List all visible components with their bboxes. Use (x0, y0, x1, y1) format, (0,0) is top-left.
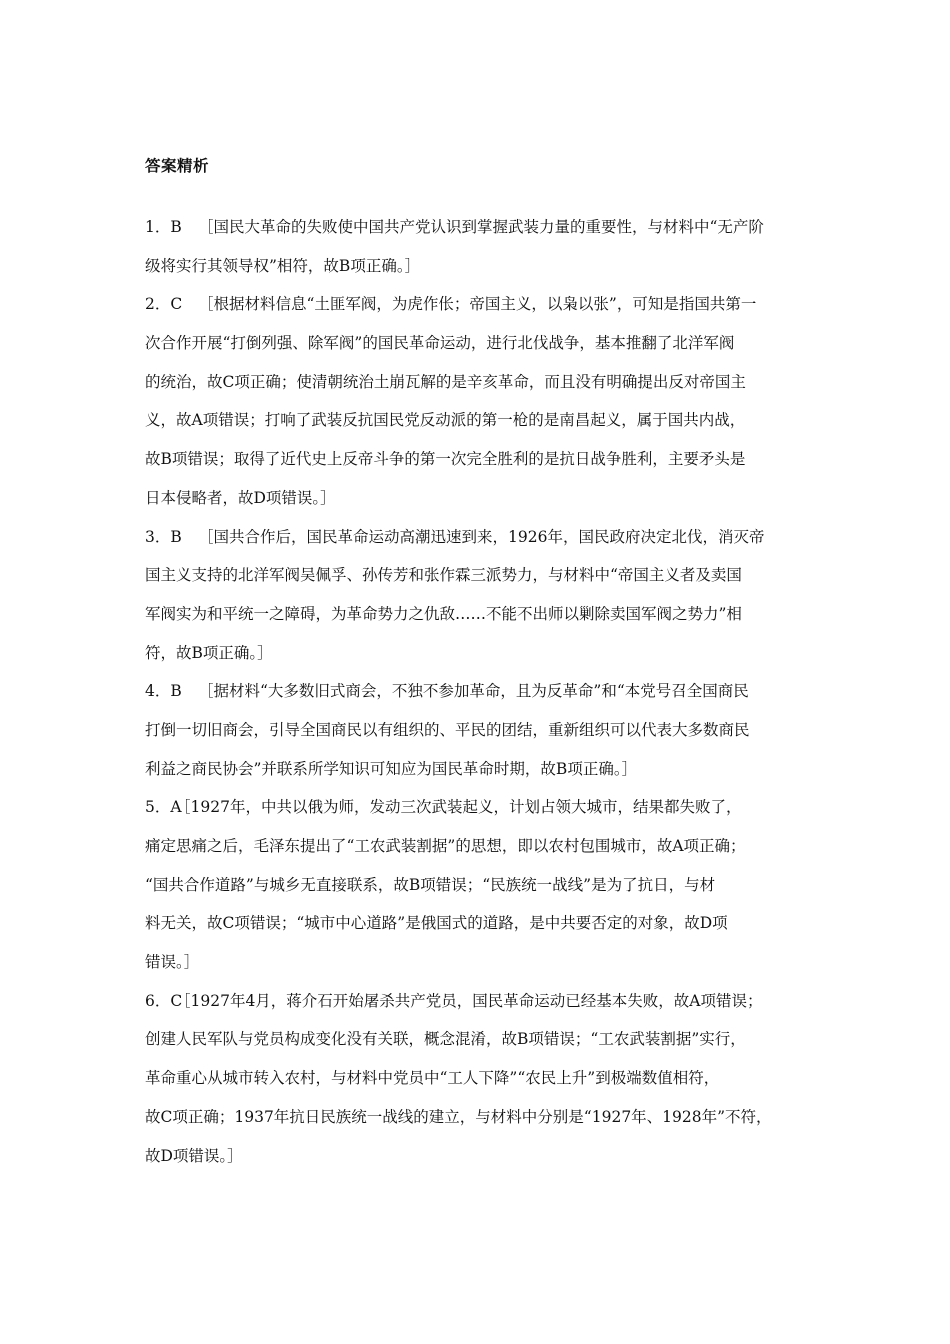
answer-4-text: ［据材料“大多数旧式商会，不独不参加革命，且为反革命”和“本党号召全国商民 (198, 682, 749, 701)
answer-3-line-2: 国主义支持的北洋军阀吴佩孚、孙传芳和张作霖三派势力，与材料中“帝国主义者及卖国 (145, 566, 742, 585)
answer-6-line-3: 革命重心从城市转入农村，与材料中党员中“工人下降”“农民上升”到极端数值相符， (145, 1069, 720, 1088)
answer-3-text: ［国共合作后，国民革命运动高潮迅速到来，1926年，国民政府决定北伐，消灭帝 (198, 527, 765, 546)
answer-3-line-1 (145, 518, 810, 557)
answer-5-line-4: 料无关，故C项错误；“城市中心道路”是俄国式的道路，是中共要否定的对象，故D项 (145, 914, 728, 933)
answer-1-line-1 (145, 208, 810, 247)
answer-2-number: 2．C (145, 295, 183, 314)
answer-list (145, 208, 810, 1175)
answer-4-line-3: 利益之商民协会”并联系所学知识可知应为国民革命时期，故B项正确。］ (145, 759, 638, 778)
answer-2-line-6: 日本侵略者，故D项错误。］ (145, 488, 336, 507)
answer-2-line-4: 义，故A项错误；打响了武装反抗国民党反动派的第一枪的是南昌起义，属于国共内战， (145, 411, 746, 430)
answer-2-text: ［根据材料信息“土匪军阀，为虎作伥；帝国主义，以枭以张”，可知是指国共第一 (198, 295, 757, 314)
answer-6-text: ［1927年4月，蒋介石开始屠杀共产党员，国民革命运动已经基本失败，故A项错误； (175, 991, 763, 1010)
answer-2-line-5: 故B项错误；取得了近代史上反帝斗争的第一次完全胜利的是抗日战争胜利，主要矛头是 (145, 450, 746, 469)
answer-2-line-3: 的统治，故C项正确；使清朝统治土崩瓦解的是辛亥革命，而且没有明确提出反对帝国主 (145, 372, 746, 391)
answer-5-text: ［1927年，中共以俄为师，发动三次武装起义，计划占领大城市，结果都失败了， (175, 798, 742, 817)
answer-4-line-2: 打倒一切旧商会，引导全国商民以有组织的、平民的团结，重新组织可以代表大多数商民 (145, 720, 750, 739)
answer-1-line-2: 级将实行其领导权”相符，故B项正确。］ (145, 256, 421, 275)
answer-5-line-5: 错误。］ (145, 953, 200, 972)
answer-2-line-1 (145, 285, 810, 324)
answer-3-line-4: 符，故B项正确。］ (145, 643, 273, 662)
answer-2-line-2: 次合作开展“打倒列强、除军阀”的国民革命运动，进行北伐战争，基本推翻了北洋军阀 (145, 334, 735, 353)
answer-5-line-3: “国共合作道路”与城乡无直接联系，故B项错误；“民族统一战线”是为了抗日，与材 (145, 875, 716, 894)
answer-6-line-4: 故C项正确；1937年抗日民族统一战线的建立，与材料中分别是“1927年、1928年”不符， (145, 1107, 772, 1126)
answer-6-number: 6．C (145, 991, 183, 1010)
answer-1-text: ［国民大革命的失败使中国共产党认识到掌握武装力量的重要性，与材料中“无产阶 (198, 218, 764, 236)
answer-3-line-3: 军阀实为和平统一之障碍，为革命势力之仇敌……不能不出师以剿除卖国军阀之势力”相 (145, 604, 742, 623)
answer-3-number: 3．B (145, 527, 182, 546)
answer-1-number: 1．B (145, 218, 182, 236)
answer-5-line-1 (145, 788, 810, 827)
answer-5-number: 5．A (145, 798, 182, 817)
answer-6-line-2: 创建人民军队与党员构成变化没有关联，概念混淆，故B项错误；“工农武装割据”实行， (145, 1030, 746, 1049)
answer-4-number: 4．B (145, 682, 182, 701)
answer-5-line-2: 痛定思痛之后，毛泽东提出了“工农武装割据”的思想，即以农村包围城市，故A项正确； (145, 837, 746, 855)
answer-analysis-heading: 答案精析 (145, 157, 210, 175)
answer-4-line-1 (145, 672, 810, 711)
answer-6-line-1 (145, 982, 810, 1021)
answer-6-line-5: 故D项错误。］ (145, 1146, 243, 1165)
